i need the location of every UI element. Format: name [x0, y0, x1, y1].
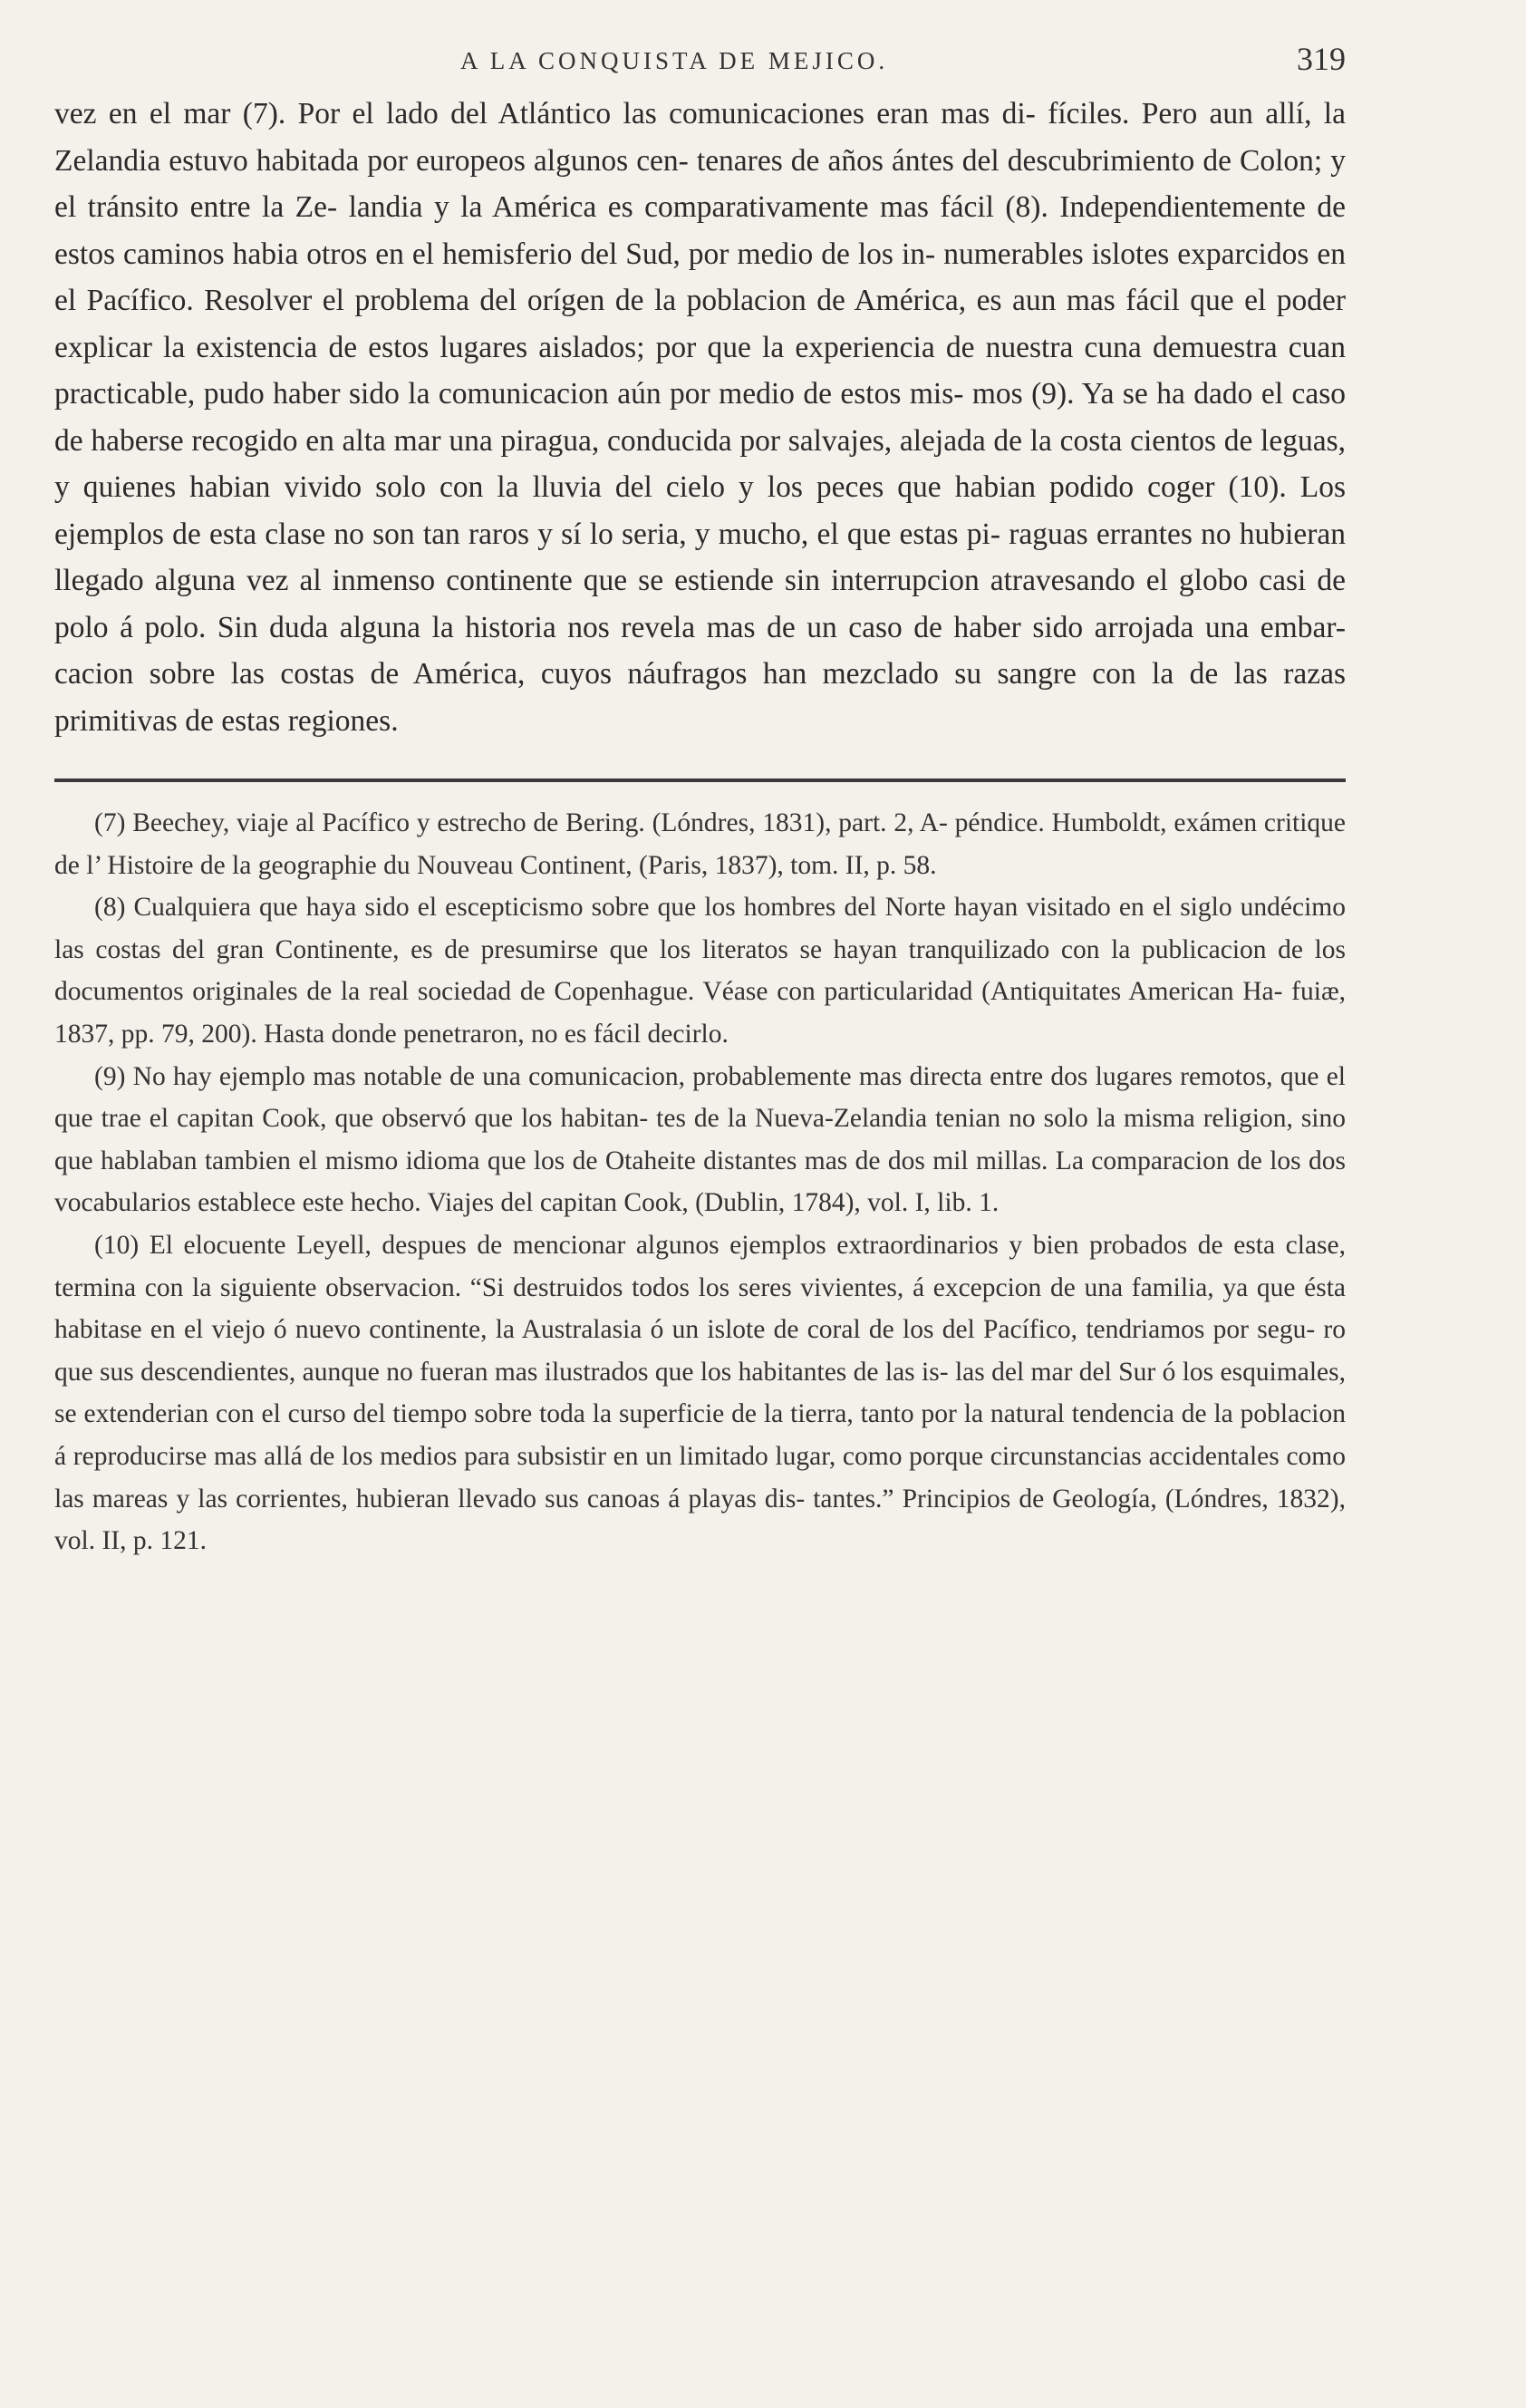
- body-paragraph: vez en el mar (7). Por el lado del Atlántico las comunicaciones eran mas di- fíciles. Pero aun allí, la Zelandia estuvo habitada por europeos algunos cen- tenares de años ántes del descubrimiento de Colon; y el tránsito entre la Ze- landia y la América es comparativamente mas fácil (8). Independientemente de estos caminos habia otros en el hemisferio del Sud, por medio de los in- numerables islotes exparcidos en el Pacífico. Resolver el problema del orígen de la poblacion de América, es aun mas fácil que el poder explicar la existencia de estos lugares aislados; por que la experiencia de nuestra cuna demuestra cuan practicable, pudo haber sido la comunicacion aún por medio de estos mis- mos (9). Ya se ha dado el caso de haberse recogido en alta mar una piragua, conducida por salvajes, alejada de la costa cientos de leguas, y quienes habian vivido solo con la lluvia del cielo y los peces que habian podido coger (10). Los ejemplos de esta clase no son tan raros y sí lo seria, y mucho, el que estas pi- raguas errantes no hubieran llegado alguna vez al inmenso continente que se estiende sin interrupcion atravesando el globo casi de polo á polo. Sin duda alguna la historia nos revela mas de un caso de haber sido arrojada una embar- cacion sobre las costas de América, cuyos náufragos han mezclado su sangre con la de las razas primitivas de estas regiones.: [54, 97, 1346, 738]
- footnotes: [54, 802, 1346, 1562]
- footnote-8: (8) Cualquiera que haya sido el escepticismo sobre que los hombres del Norte hayan visitado en el siglo undécimo las costas del gran Continente, es de presumirse que los literatos se hayan tranquilizado con la publicacion de los documentos originales de la real sociedad de Copenhague. Véase con particularidad (Antiquitates American Ha- fuiæ, 1837, pp. 79, 200). Hasta donde penetraron, no es fácil decirlo.: [54, 893, 1346, 1049]
- footnote-10: (10) El elocuente Leyell, despues de mencionar algunos ejemplos extraordinarios y bien probados de esta clase, termina con la siguiente observacion. “Si destruidos todos los seres vivientes, á excepcion de una familia, ya que ésta habitase en el viejo ó nuevo continente, la Australasia ó un islote de coral de los del Pacífico, tendriamos por segu- ro que sus descendientes, aunque no fueran mas ilustrados que los habitantes de las is- las del mar del Sur ó los esquimales, se extenderian con el curso del tiempo sobre toda la superficie de la tierra, tanto por la natural tendencia de la poblacion á reproducirse mas allá de los medios para subsistir en un limitado lugar, como porque circunstancias accidentales como las mareas y las corrientes, hubieran llevado sus canoas á playas dis- tantes.” Principios de Geología, (Lóndres, 1832), vol. II, p. 121.: [54, 1230, 1346, 1556]
- footnote-7: (7) Beechey, viaje al Pacífico y estrecho de Bering. (Lóndres, 1831), part. 2, A- péndice. Humboldt, exámen critique de l’ Histoire de la geographie du Nouveau Continent, (Paris, 1837), tom. II, p. 58.: [54, 808, 1346, 880]
- footnote-divider: [54, 778, 1346, 782]
- running-head: [54, 36, 1346, 91]
- running-title: A LA CONQUISTA DE MEJICO.: [460, 47, 889, 74]
- book-page: [54, 36, 1346, 1562]
- main-text: [54, 91, 1346, 744]
- page-number: 319: [1297, 41, 1346, 77]
- footnote-9: (9) No hay ejemplo mas notable de una comunicacion, probablemente mas directa entre dos lugares remotos, que el que trae el capitan Cook, que observó que los habitan- tes de la Nueva-Zelandia tenian no solo la misma religion, sino que hablaban tambien el mismo idioma que los de Otaheite distantes mas de dos mil millas. La comparacion de los dos vocabularios establece este hecho. Viajes del capitan Cook, (Dublin, 1784), vol. I, lib. 1.: [54, 1061, 1346, 1218]
